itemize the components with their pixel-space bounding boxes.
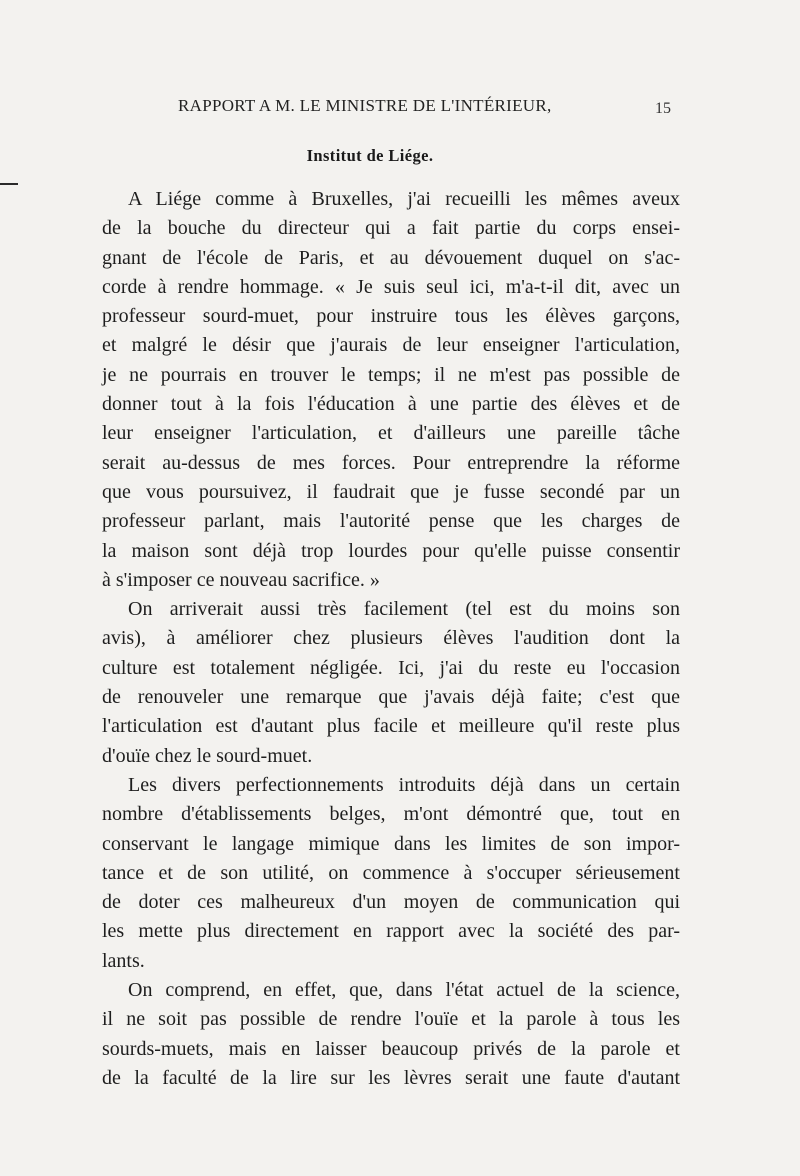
body-text bbox=[102, 185, 680, 1093]
text-line: corde à rendre hommage. « Je suis seul ici, m'a-t-il dit, avec un bbox=[102, 275, 680, 298]
text-line: gnant de l'école de Paris, et au dévouement duquel on s'ac- bbox=[102, 246, 680, 269]
text-line: de doter ces malheureux d'un moyen de communication qui bbox=[102, 891, 680, 914]
page-number: 15 bbox=[655, 100, 671, 117]
text-line: de la faculté de la lire sur les lèvres serait une faute d'autant bbox=[102, 1066, 680, 1089]
text-line: les mette plus directement en rapport avec la société des par- bbox=[102, 920, 680, 943]
text-line: que vous poursuivez, il faudrait que je fusse secondé par un bbox=[102, 480, 680, 503]
text-line: Les divers perfectionnements introduits déjà dans un certain bbox=[128, 773, 680, 796]
text-line: lants. bbox=[102, 949, 145, 972]
text-line: avis), à améliorer chez plusieurs élèves l'audition dont la bbox=[102, 627, 680, 650]
text-line: nombre d'établissements belges, m'ont démontré que, tout en bbox=[102, 803, 680, 826]
text-line: sourds-muets, mais en laisser beaucoup privés de la parole et bbox=[102, 1037, 680, 1060]
section-title: Institut de Liége. bbox=[306, 146, 434, 165]
text-line: On comprend, en effet, que, dans l'état actuel de la science, bbox=[128, 979, 680, 1002]
text-line: conservant le langage mimique dans les limites de son impor- bbox=[102, 832, 680, 855]
text-line: à s'imposer ce nouveau sacrifice. » bbox=[102, 568, 380, 591]
margin-mark bbox=[0, 183, 18, 185]
text-line: il ne soit pas possible de rendre l'ouïe et la parole à tous les bbox=[102, 1008, 680, 1031]
text-line: de la bouche du directeur qui a fait partie du corps ensei- bbox=[102, 217, 680, 240]
text-line: leur enseigner l'articulation, et d'ailleurs une pareille tâche bbox=[102, 422, 680, 445]
text-line: serait au-dessus de mes forces. Pour entreprendre la réforme bbox=[102, 451, 680, 474]
text-line: donner tout à la fois l'éducation à une partie des élèves et de bbox=[102, 393, 680, 416]
text-line: l'articulation est d'autant plus facile et meilleure qu'il reste plus bbox=[102, 715, 680, 738]
text-line: tance et de son utilité, on commence à s'occuper sérieusement bbox=[102, 861, 680, 884]
text-line: professeur parlant, mais l'autorité pense que les charges de bbox=[102, 510, 680, 533]
text-line: A Liége comme à Bruxelles, j'ai recueilli les mêmes aveux bbox=[128, 188, 680, 210]
text-line: je ne pourrais en trouver le temps; il ne m'est pas possible de bbox=[102, 363, 680, 386]
running-head: RAPPORT A M. LE MINISTRE DE L'INTÉRIEUR, bbox=[178, 96, 552, 115]
text-line: et malgré le désir que j'aurais de leur enseigner l'articulation, bbox=[102, 334, 680, 357]
text-line: la maison sont déjà trop lourdes pour qu'elle puisse consentir bbox=[102, 539, 680, 562]
text-line: professeur sourd-muet, pour instruire tous les élèves garçons, bbox=[102, 305, 680, 328]
text-line: de renouveler une remarque que j'avais déjà faite; c'est que bbox=[102, 686, 680, 709]
text-line: On arriverait aussi très facilement (tel est du moins son bbox=[128, 598, 680, 621]
text-line: culture est totalement négligée. Ici, j'ai du reste eu l'occasion bbox=[102, 656, 680, 679]
text-line: d'ouïe chez le sourd-muet. bbox=[102, 744, 313, 767]
